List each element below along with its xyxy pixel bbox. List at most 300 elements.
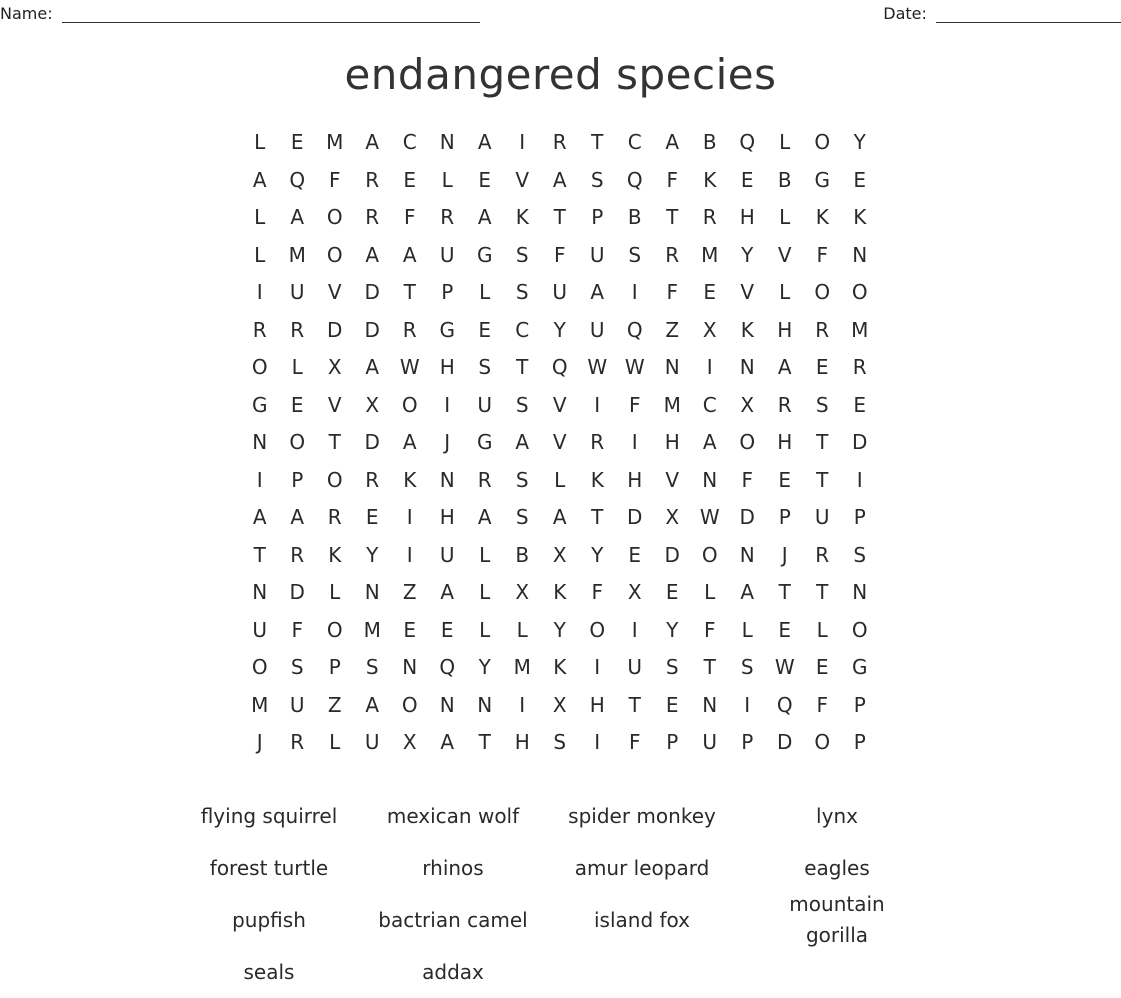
grid-letter[interactable]: O (326, 467, 343, 492)
grid-letter[interactable]: C (402, 130, 417, 154)
grid-letter[interactable]: Q (439, 655, 456, 679)
grid-letter[interactable]: M (851, 317, 869, 342)
grid-letter[interactable]: M (326, 130, 344, 154)
grid-letter[interactable]: N (702, 467, 718, 492)
grid-letter[interactable]: X (327, 355, 342, 379)
grid-letter[interactable]: O (814, 280, 831, 304)
grid-letter[interactable]: Q (626, 167, 643, 192)
grid-letter[interactable]: O (851, 617, 868, 642)
grid-letter[interactable]: W (624, 355, 645, 379)
grid-letter[interactable]: X (740, 392, 755, 417)
letter-grid (241, 124, 879, 762)
grid-letter[interactable]: T (816, 467, 829, 492)
grid-letter[interactable]: R (665, 242, 680, 267)
grid-letter[interactable]: C (515, 317, 530, 342)
grid-letter[interactable]: U (252, 617, 268, 642)
grid-letter[interactable]: R (815, 317, 830, 342)
grid-letter[interactable]: P (778, 505, 791, 529)
grid-letter[interactable]: L (779, 130, 791, 154)
grid-letter[interactable]: K (703, 167, 717, 192)
grid-letter[interactable]: Y (553, 617, 566, 642)
grid-letter[interactable]: G (814, 167, 830, 192)
grid-letter[interactable]: S (515, 242, 529, 267)
grid-letter[interactable]: F (628, 392, 641, 417)
grid-letter[interactable]: E (665, 580, 679, 604)
grid-letter[interactable]: E (665, 692, 679, 717)
grid-letter[interactable]: A (777, 355, 792, 379)
word-bank-item (364, 790, 542, 842)
grid-letter[interactable]: S (515, 505, 529, 529)
grid-letter[interactable]: U (552, 280, 568, 304)
grid-letter[interactable]: A (365, 692, 380, 717)
grid-letter[interactable]: X (552, 542, 567, 567)
grid-letter[interactable]: M (251, 692, 269, 717)
grid-letter[interactable]: A (365, 242, 380, 267)
grid-letter[interactable]: R (365, 205, 380, 229)
grid-letter[interactable]: K (853, 205, 867, 229)
grid-letter[interactable]: F (666, 280, 678, 304)
grid-letter[interactable]: Q (289, 167, 306, 192)
grid-letter[interactable]: F (403, 205, 416, 229)
grid-letter[interactable]: R (290, 317, 305, 342)
grid-letter[interactable]: O (851, 280, 868, 304)
grid-letter[interactable]: U (589, 242, 605, 267)
grid-letter[interactable]: S (515, 467, 529, 492)
grid-letter[interactable]: P (853, 730, 866, 754)
grid-letter[interactable]: P (591, 205, 604, 229)
word-bank-item (364, 946, 542, 998)
grid-letter[interactable]: H (664, 430, 680, 454)
grid-letter[interactable]: U (364, 730, 380, 754)
grid-letter[interactable]: T (553, 205, 566, 229)
grid-letter[interactable]: T (478, 730, 491, 754)
grid-letter[interactable]: D (627, 505, 643, 529)
grid-letter[interactable]: N (852, 580, 868, 604)
grid-letter[interactable]: D (852, 430, 868, 454)
grid-letter[interactable]: R (777, 392, 792, 417)
grid-letter[interactable]: L (479, 280, 491, 304)
grid-letter[interactable]: E (853, 392, 867, 417)
grid-letter[interactable]: F (666, 167, 678, 192)
grid-letter[interactable]: X (515, 580, 530, 604)
grid-letter[interactable]: P (741, 730, 754, 754)
grid-letter[interactable]: V (327, 392, 342, 417)
grid-letter[interactable]: S (478, 355, 492, 379)
grid-letter[interactable]: F (553, 242, 566, 267)
grid-letter[interactable]: L (479, 617, 491, 642)
grid-letter[interactable]: T (666, 205, 679, 229)
grid-letter[interactable]: Y (478, 655, 491, 679)
grid-letter[interactable]: A (252, 505, 267, 529)
grid-letter[interactable]: R (552, 130, 567, 154)
grid-letter[interactable]: I (856, 467, 863, 492)
grid-letter[interactable]: G (252, 392, 268, 417)
grid-letter[interactable]: V (327, 280, 342, 304)
grid-letter[interactable]: S (365, 655, 379, 679)
grid-letter[interactable]: Z (402, 580, 417, 604)
grid-letter[interactable]: K (515, 205, 529, 229)
grid-letter[interactable]: E (290, 392, 304, 417)
grid-letter[interactable]: Z (665, 317, 680, 342)
grid-letter[interactable]: T (591, 130, 604, 154)
grid-letter[interactable]: H (777, 317, 793, 342)
grid-letter[interactable]: E (740, 167, 754, 192)
grid-letter[interactable]: J (444, 430, 451, 454)
grid-letter[interactable]: Y (853, 130, 866, 154)
grid-letter[interactable]: T (591, 505, 604, 529)
grid-letter[interactable]: G (439, 317, 455, 342)
grid-letter[interactable]: L (516, 617, 528, 642)
grid-letter[interactable]: G (852, 655, 868, 679)
grid-letter[interactable]: E (815, 355, 829, 379)
grid-letter[interactable]: D (364, 280, 380, 304)
grid-letter[interactable]: S (290, 655, 304, 679)
grid-letter[interactable]: A (365, 355, 380, 379)
grid-letter[interactable]: L (329, 580, 341, 604)
grid-letter[interactable]: A (440, 730, 455, 754)
grid-letter[interactable]: H (777, 430, 793, 454)
grid-letter[interactable]: D (364, 430, 380, 454)
grid-letter[interactable]: O (589, 617, 606, 642)
word-label: island fox (593, 907, 690, 932)
grid-letter[interactable]: I (594, 730, 601, 754)
grid-letter[interactable]: N (439, 467, 455, 492)
grid-letter[interactable]: E (403, 617, 417, 642)
grid-letter[interactable]: D (739, 505, 755, 529)
grid-letter[interactable]: A (290, 205, 305, 229)
grid-letter[interactable]: I (706, 355, 713, 379)
grid-letter[interactable]: V (777, 242, 792, 267)
grid-letter[interactable]: A (402, 430, 417, 454)
grid-letter[interactable]: P (666, 730, 679, 754)
grid-letter[interactable]: P (328, 655, 341, 679)
grid-letter[interactable]: E (628, 542, 642, 567)
grid-letter[interactable]: S (853, 542, 867, 567)
grid-letter[interactable]: U (439, 542, 455, 567)
name-label: Name: (0, 4, 53, 23)
grid-letter[interactable]: T (628, 692, 641, 717)
grid-letter[interactable]: Y (666, 617, 679, 642)
grid-letter[interactable]: L (779, 280, 791, 304)
grid-letter[interactable]: T (816, 430, 829, 454)
grid-letter[interactable]: R (290, 542, 305, 567)
grid-letter[interactable]: P (853, 692, 866, 717)
grid-letter[interactable]: L (291, 355, 303, 379)
grid-letter[interactable]: O (251, 655, 268, 679)
grid-letter[interactable]: B (777, 167, 792, 192)
grid-letter[interactable]: O (401, 692, 418, 717)
grid-letter[interactable]: L (254, 205, 266, 229)
grid-letter[interactable]: A (290, 505, 305, 529)
grid-letter[interactable]: F (816, 242, 828, 267)
grid-letter[interactable]: O (401, 392, 418, 417)
grid-letter[interactable]: L (779, 205, 791, 229)
grid-letter[interactable]: N (439, 692, 455, 717)
grid-letter[interactable]: P (291, 467, 304, 492)
grid-letter[interactable]: L (554, 467, 566, 492)
grid-letter[interactable]: N (739, 542, 755, 567)
grid-letter[interactable]: M (701, 242, 719, 267)
grid-letter[interactable]: R (327, 505, 342, 529)
grid-letter[interactable]: S (553, 730, 567, 754)
grid-letter[interactable]: A (702, 430, 717, 454)
grid-letter[interactable]: B (627, 205, 642, 229)
grid-letter[interactable]: U (814, 505, 830, 529)
grid-letter[interactable]: M (363, 617, 381, 642)
grid-letter[interactable]: O (326, 617, 343, 642)
grid-letter[interactable]: R (440, 205, 455, 229)
grid-letter[interactable]: I (444, 392, 451, 417)
grid-letter[interactable]: K (815, 205, 829, 229)
grid-letter[interactable]: C (702, 392, 717, 417)
grid-letter[interactable]: T (778, 580, 791, 604)
grid-letter[interactable]: N (402, 655, 418, 679)
grid-letter[interactable]: Q (739, 130, 756, 154)
grid-letter[interactable]: R (365, 167, 380, 192)
grid-letter[interactable]: N (477, 692, 493, 717)
grid-letter[interactable]: R (590, 430, 605, 454)
grid-letter[interactable]: R (252, 317, 267, 342)
grid-letter[interactable]: E (778, 467, 792, 492)
grid-letter[interactable]: Z (327, 692, 342, 717)
grid-letter[interactable]: V (515, 167, 530, 192)
grid-letter[interactable]: G (477, 430, 493, 454)
grid-letter[interactable]: R (702, 205, 717, 229)
grid-letter[interactable]: I (256, 280, 263, 304)
grid-letter[interactable]: V (665, 467, 680, 492)
grid-letter[interactable]: R (365, 467, 380, 492)
grid-letter[interactable]: L (479, 580, 491, 604)
grid-letter[interactable]: F (291, 617, 303, 642)
grid-letter[interactable]: A (590, 280, 605, 304)
grid-letter[interactable]: A (740, 580, 755, 604)
grid-letter[interactable]: N (702, 692, 718, 717)
grid-letter[interactable]: B (702, 130, 717, 154)
grid-letter[interactable]: S (515, 280, 529, 304)
grid-letter[interactable]: O (326, 242, 343, 267)
grid-letter[interactable]: T (516, 355, 529, 379)
grid-letter[interactable]: X (702, 317, 717, 342)
word-label: seals (243, 959, 295, 984)
grid-letter[interactable]: O (814, 730, 831, 754)
grid-letter[interactable]: A (552, 167, 567, 192)
grid-letter[interactable]: Y (366, 542, 379, 567)
grid-letter[interactable]: Q (776, 692, 793, 717)
grid-letter[interactable]: F (703, 617, 716, 642)
grid-letter[interactable]: O (326, 205, 343, 229)
grid-letter[interactable]: L (741, 617, 753, 642)
grid-letter[interactable]: P (441, 280, 454, 304)
grid-letter[interactable]: Q (551, 355, 568, 379)
grid-letter[interactable]: S (740, 655, 754, 679)
grid-letter[interactable]: T (816, 580, 829, 604)
grid-letter[interactable]: U (289, 692, 305, 717)
grid-letter[interactable]: C (627, 130, 642, 154)
grid-letter[interactable]: A (515, 430, 530, 454)
grid-letter[interactable]: I (744, 692, 751, 717)
grid-letter[interactable]: E (440, 617, 454, 642)
grid-letter[interactable]: N (664, 355, 680, 379)
grid-letter[interactable]: H (627, 467, 643, 492)
grid-letter[interactable]: V (552, 392, 567, 417)
grid-letter[interactable]: V (740, 280, 755, 304)
grid-letter[interactable]: F (591, 580, 603, 604)
grid-letter[interactable]: N (739, 355, 755, 379)
grid-letter[interactable]: P (853, 505, 866, 529)
grid-letter[interactable]: H (439, 355, 455, 379)
grid-letter[interactable]: M (288, 242, 306, 267)
grid-letter[interactable]: U (289, 280, 305, 304)
grid-letter[interactable]: A (252, 167, 267, 192)
grid-letter[interactable]: J (781, 542, 788, 567)
grid-letter[interactable]: X (627, 580, 642, 604)
grid-letter[interactable]: T (328, 430, 341, 454)
grid-letter[interactable]: A (477, 205, 492, 229)
word-bank-item (174, 946, 364, 998)
grid-letter[interactable]: K (740, 317, 754, 342)
grid-letter[interactable]: L (329, 730, 341, 754)
grid-letter[interactable]: O (289, 430, 306, 454)
grid-letter[interactable]: L (704, 580, 716, 604)
name-field[interactable] (0, 4, 480, 23)
grid-letter[interactable]: O (701, 542, 718, 567)
grid-letter[interactable]: F (628, 730, 641, 754)
grid-letter[interactable]: T (703, 655, 716, 679)
grid-letter[interactable]: X (665, 505, 680, 529)
grid-letter[interactable]: J (256, 730, 263, 754)
grid-letter[interactable]: D (289, 580, 305, 604)
grid-letter[interactable]: Q (626, 317, 643, 342)
grid-letter[interactable]: A (402, 242, 417, 267)
grid-letter[interactable]: A (440, 580, 455, 604)
grid-letter[interactable]: Y (553, 317, 566, 342)
grid-letter[interactable]: W (774, 655, 795, 679)
grid-letter[interactable]: U (439, 242, 455, 267)
grid-letter[interactable]: S (628, 242, 642, 267)
grid-letter[interactable]: X (365, 392, 380, 417)
grid-letter[interactable]: N (852, 242, 868, 267)
grid-row (241, 312, 879, 350)
grid-letter[interactable]: O (739, 430, 756, 454)
grid-letter[interactable]: H (439, 505, 455, 529)
grid-letter[interactable]: I (406, 542, 413, 567)
grid-letter[interactable]: A (477, 130, 492, 154)
grid-letter[interactable]: L (254, 242, 266, 267)
grid-letter[interactable]: E (778, 617, 792, 642)
grid-letter[interactable]: L (254, 130, 266, 154)
grid-letter[interactable]: S (515, 392, 529, 417)
grid-letter[interactable]: I (631, 617, 638, 642)
grid-letter[interactable]: I (594, 392, 601, 417)
grid-letter[interactable]: R (852, 355, 867, 379)
grid-letter[interactable]: T (403, 280, 416, 304)
grid-letter[interactable]: K (553, 580, 567, 604)
grid-letter[interactable]: Y (591, 542, 604, 567)
grid-letter[interactable]: S (815, 392, 829, 417)
grid-letter[interactable]: N (252, 580, 268, 604)
grid-letter[interactable]: U (627, 655, 643, 679)
grid-letter[interactable]: R (402, 317, 417, 342)
grid-letter[interactable]: I (519, 692, 526, 717)
grid-letter[interactable]: L (479, 542, 491, 567)
grid-letter[interactable]: R (477, 467, 492, 492)
grid-letter[interactable]: U (702, 730, 718, 754)
grid-letter[interactable]: L (816, 617, 828, 642)
grid-letter[interactable]: F (328, 167, 341, 192)
grid-letter[interactable]: X (402, 730, 417, 754)
grid-letter[interactable]: A (665, 130, 680, 154)
grid-letter[interactable]: H (739, 205, 755, 229)
grid-letter[interactable]: K (403, 467, 417, 492)
grid-letter[interactable]: D (777, 730, 793, 754)
grid-letter[interactable]: N (364, 580, 380, 604)
grid-letter[interactable]: L (441, 167, 453, 192)
grid-letter[interactable]: W (399, 355, 420, 379)
grid-letter[interactable]: S (665, 655, 679, 679)
grid-letter[interactable]: X (552, 692, 567, 717)
grid-letter[interactable]: E (815, 655, 829, 679)
grid-letter[interactable]: M (513, 655, 531, 679)
grid-letter[interactable]: I (594, 655, 601, 679)
grid-letter[interactable]: B (515, 542, 530, 567)
grid-letter[interactable]: U (589, 317, 605, 342)
grid-letter[interactable]: E (703, 280, 717, 304)
grid-letter[interactable]: I (631, 430, 638, 454)
grid-letter[interactable]: W (699, 505, 720, 529)
grid-letter[interactable]: G (477, 242, 493, 267)
grid-letter[interactable]: M (663, 392, 681, 417)
grid-letter[interactable]: I (256, 467, 263, 492)
grid-letter[interactable]: K (328, 542, 342, 567)
grid-letter[interactable]: V (552, 430, 567, 454)
grid-letter[interactable]: E (853, 167, 867, 192)
grid-letter[interactable]: I (519, 130, 526, 154)
grid-letter[interactable]: T (253, 542, 266, 567)
grid-letter[interactable]: F (816, 692, 828, 717)
grid-letter[interactable]: E (403, 167, 417, 192)
grid-letter[interactable]: K (590, 467, 604, 492)
grid-letter[interactable]: E (478, 317, 492, 342)
grid-letter[interactable]: D (664, 542, 680, 567)
grid-letter[interactable]: R (815, 542, 830, 567)
grid-letter[interactable]: R (290, 730, 305, 754)
grid-letter[interactable]: N (252, 430, 268, 454)
grid-letter[interactable]: H (514, 730, 530, 754)
grid-letter[interactable]: E (478, 167, 492, 192)
grid-letter[interactable]: K (553, 655, 567, 679)
grid-letter[interactable]: D (364, 317, 380, 342)
grid-letter[interactable]: S (590, 167, 604, 192)
grid-letter[interactable]: F (741, 467, 753, 492)
grid-letter[interactable]: O (251, 355, 268, 379)
grid-letter[interactable]: I (406, 505, 413, 529)
grid-letter[interactable]: N (439, 130, 455, 154)
grid-letter[interactable]: E (365, 505, 379, 529)
grid-letter[interactable]: E (290, 130, 304, 154)
grid-letter[interactable]: W (587, 355, 608, 379)
grid-letter[interactable]: Y (741, 242, 754, 267)
grid-letter[interactable]: I (631, 280, 638, 304)
grid-letter[interactable]: D (327, 317, 343, 342)
grid-letter[interactable]: H (589, 692, 605, 717)
grid-letter[interactable]: O (814, 130, 831, 154)
grid-letter[interactable]: A (365, 130, 380, 154)
grid-letter[interactable]: U (477, 392, 493, 417)
grid-row (241, 124, 879, 162)
date-field[interactable] (883, 4, 1121, 23)
grid-letter[interactable]: A (552, 505, 567, 529)
grid-letter[interactable]: A (477, 505, 492, 529)
